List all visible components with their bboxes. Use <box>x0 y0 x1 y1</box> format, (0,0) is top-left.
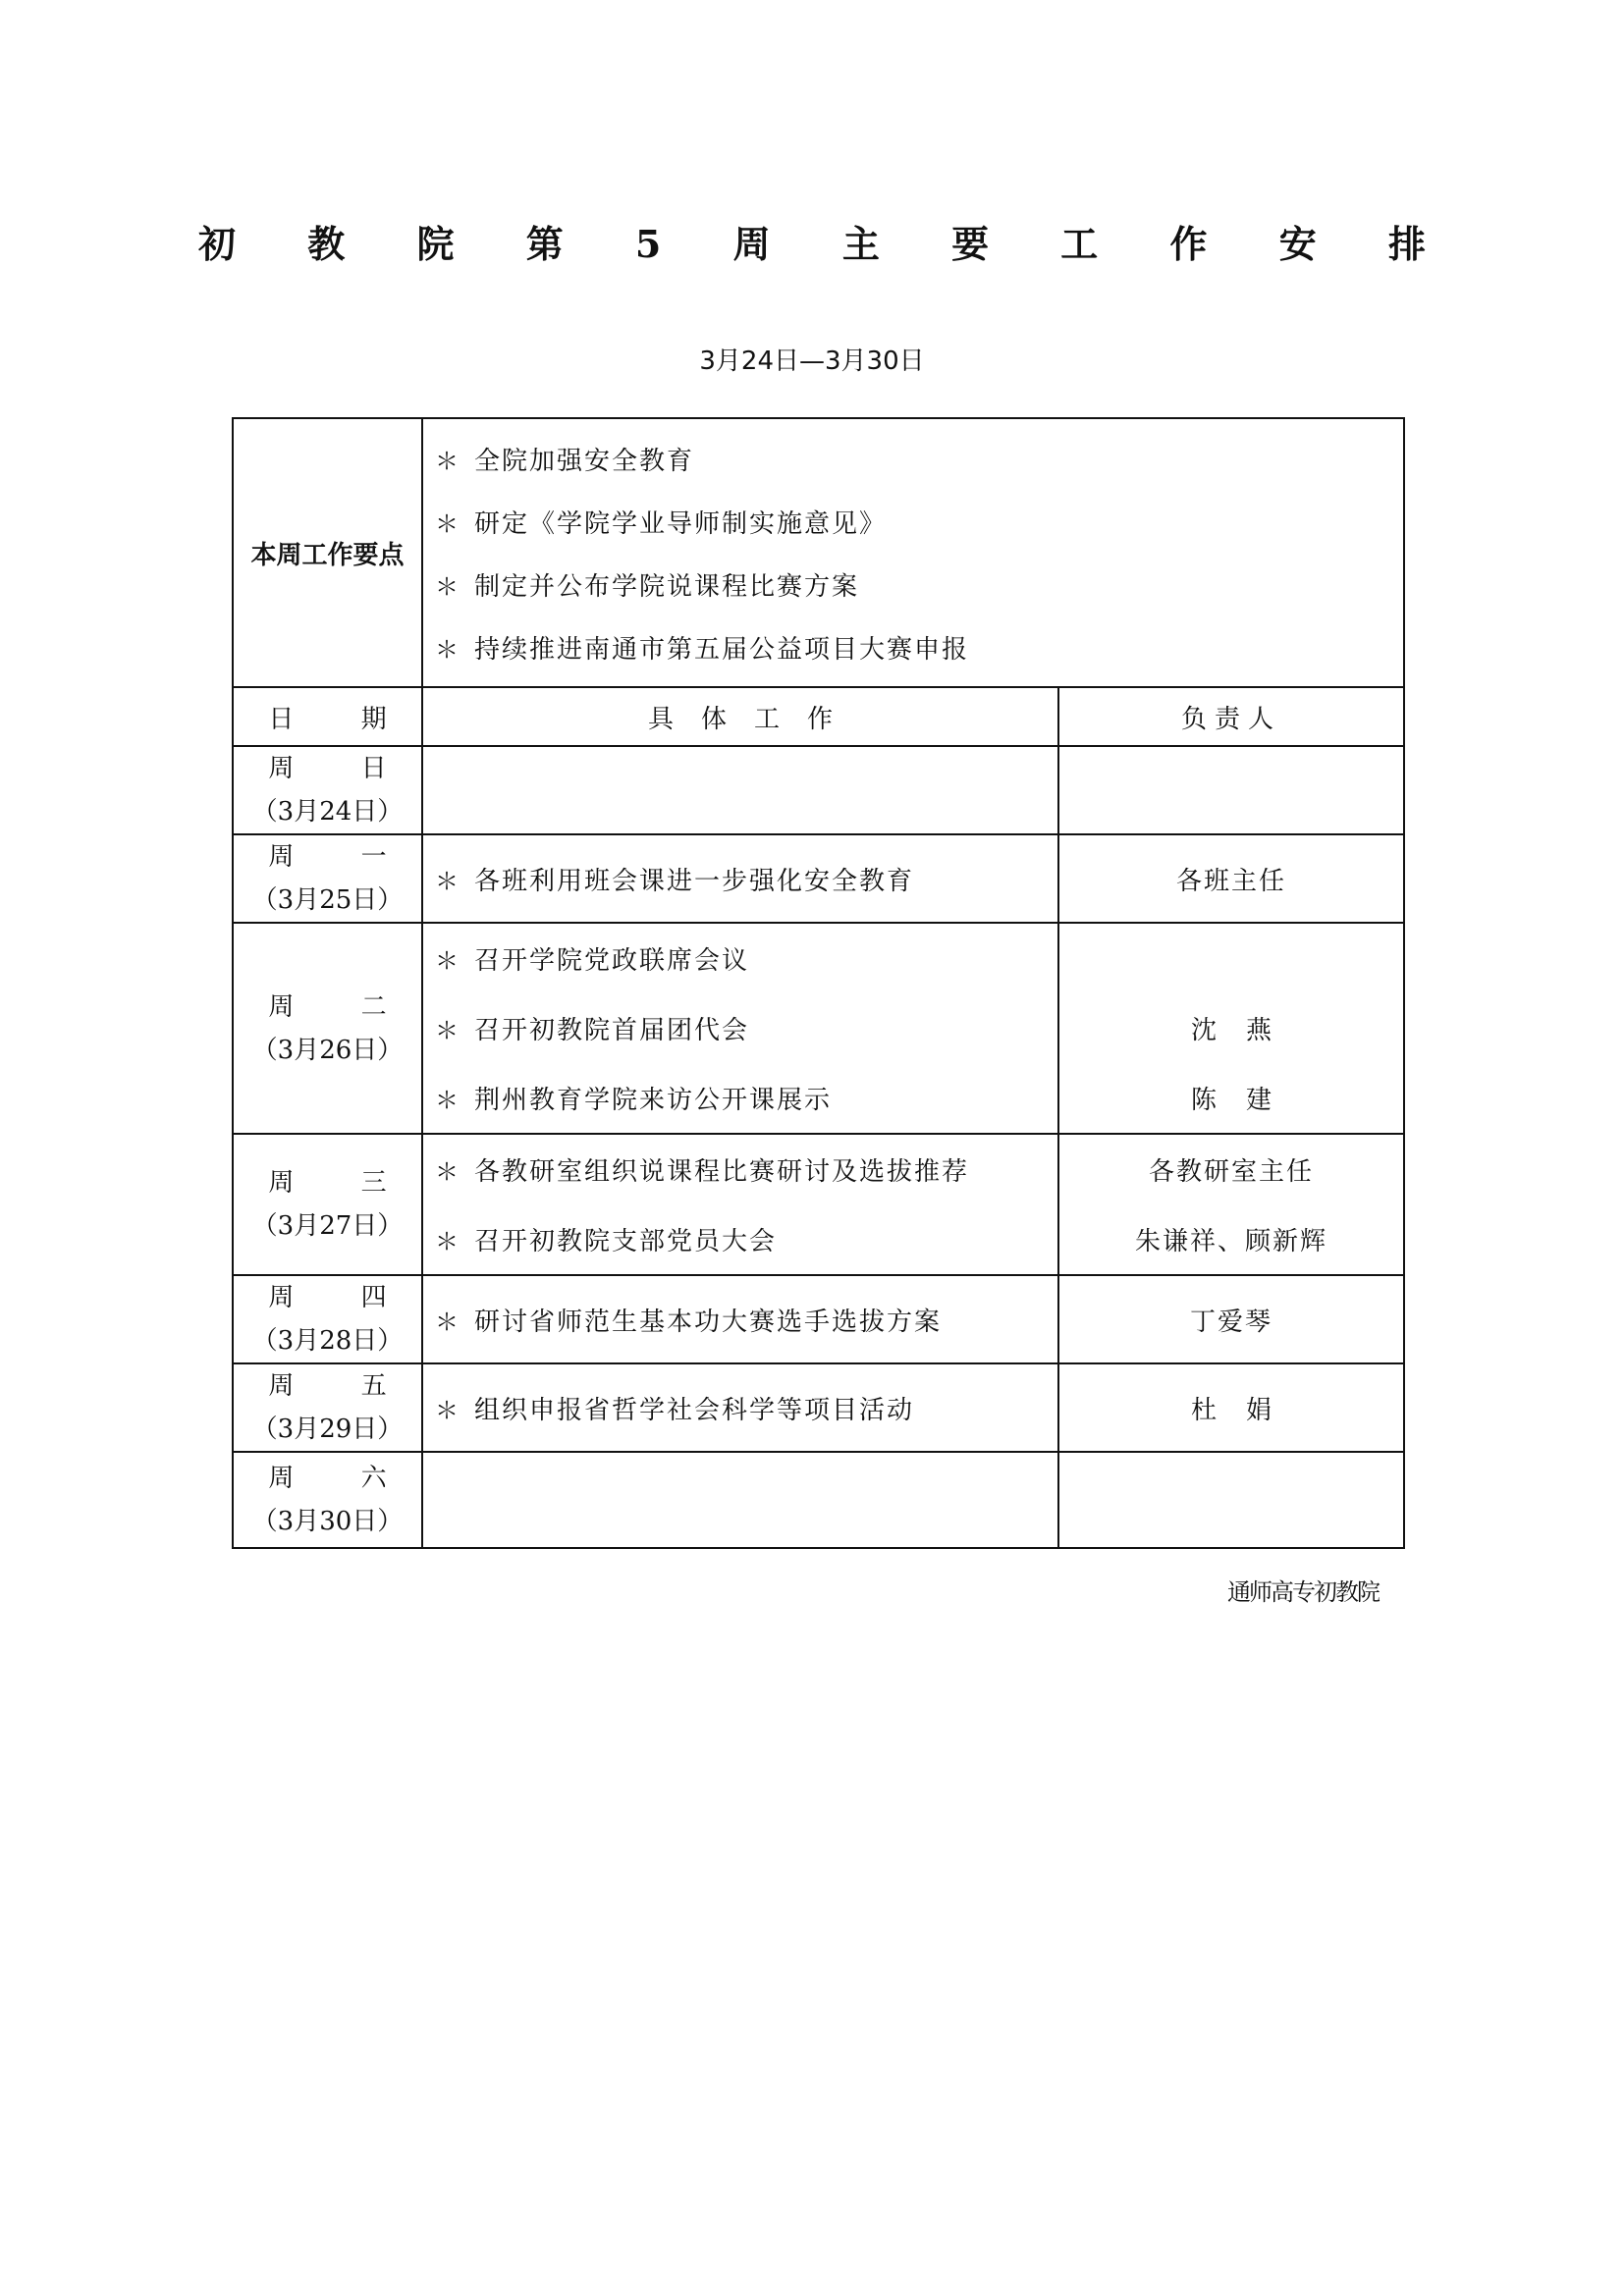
bullet-icon: ＊ <box>435 447 459 475</box>
date-range: 3月24日—3月30日 <box>699 347 925 376</box>
day-cell <box>233 1275 422 1363</box>
bullet-icon: ＊ <box>435 509 459 538</box>
header-date: 日 期 <box>233 687 422 746</box>
task-item: ＊ 召开初教院首届团代会 <box>435 993 1057 1063</box>
responsible-person: 陈建 <box>1190 1086 1301 1115</box>
responsible-cell <box>1058 1275 1404 1363</box>
key-point-item: ＊ 研定《学院学业导师制实施意见》 <box>435 490 1403 553</box>
bullet-icon: ＊ <box>435 1017 459 1044</box>
day-name: 周 六 <box>268 1464 416 1493</box>
work-cell <box>422 1275 1058 1363</box>
bullet-icon: ＊ <box>435 635 459 664</box>
day-row-monday <box>233 834 1404 923</box>
task-item: ＊ 召开学院党政联席会议 <box>435 924 1057 993</box>
day-date: （3月29日） <box>251 1415 404 1444</box>
day-date: （3月30日） <box>251 1507 404 1536</box>
page-title: 初 教 院 第 5 周 主 要 工 作 安 排 <box>198 222 1455 266</box>
bullet-icon: ＊ <box>435 1308 459 1336</box>
day-name: 周 二 <box>268 991 416 1022</box>
task-item: ＊ 召开初教院支部党员大会 <box>435 1204 1057 1274</box>
bullet-icon: ＊ <box>435 867 459 895</box>
header-row <box>233 687 1404 746</box>
responsible-person: 沈燕 <box>1190 1016 1301 1045</box>
day-row-saturday <box>233 1452 1404 1548</box>
responsible-person: 各班主任 <box>1175 866 1286 896</box>
work-cell <box>422 923 1058 1134</box>
responsible-cell <box>1058 923 1404 1134</box>
day-row-tuesday <box>233 923 1404 1134</box>
responsible-person: 杜娟 <box>1190 1395 1301 1425</box>
day-cell <box>233 1134 422 1275</box>
work-cell <box>422 1134 1058 1275</box>
key-point-item: ＊ 制定并公布学院说课程比赛方案 <box>435 553 1403 615</box>
task-item: ＊ 各教研室组织说课程比赛研讨及选拔推荐 <box>435 1135 1057 1204</box>
key-points-cell <box>422 418 1404 687</box>
responsible-cell <box>1058 1134 1404 1275</box>
header-responsible: 负责人 <box>1058 687 1404 746</box>
responsible-person: 朱谦祥、顾新辉 <box>1134 1227 1327 1256</box>
work-cell <box>422 1452 1058 1548</box>
day-date: （3月25日） <box>251 885 404 915</box>
day-name: 周 日 <box>268 754 416 783</box>
work-cell <box>422 834 1058 923</box>
task-item: ＊ 研讨省师范生基本功大赛选手选拔方案 <box>435 1288 1057 1351</box>
key-points-row <box>233 418 1404 687</box>
bullet-icon: ＊ <box>435 1158 459 1186</box>
day-date: （3月27日） <box>251 1211 404 1241</box>
day-cell <box>233 1452 422 1548</box>
day-row-wednesday <box>233 1134 1404 1275</box>
day-row-friday <box>233 1363 1404 1452</box>
responsible-cell <box>1058 834 1404 923</box>
day-name: 周 一 <box>268 842 416 872</box>
day-cell <box>233 1363 422 1452</box>
responsible-person: 各教研室主任 <box>1148 1157 1314 1187</box>
work-cell <box>422 1363 1058 1452</box>
bullet-icon: ＊ <box>435 572 459 601</box>
day-date: （3月26日） <box>251 1035 404 1065</box>
day-date: （3月28日） <box>251 1326 404 1356</box>
day-name: 周 五 <box>268 1371 416 1401</box>
day-name: 周 三 <box>268 1168 416 1198</box>
schedule-table <box>232 417 1405 1549</box>
bullet-icon: ＊ <box>435 947 459 975</box>
bullet-icon: ＊ <box>435 1396 459 1424</box>
day-cell <box>233 746 422 834</box>
header-work: 具体工作 <box>422 687 1058 746</box>
task-item: ＊ 荆州教育学院来访公开课展示 <box>435 1063 1057 1133</box>
responsible-cell <box>1058 1363 1404 1452</box>
key-point-item: ＊ 持续推进南通市第五届公益项目大赛申报 <box>435 615 1403 678</box>
day-name: 周 四 <box>268 1283 416 1312</box>
day-row-thursday <box>233 1275 1404 1363</box>
task-item: ＊ 组织申报省哲学社会科学等项目活动 <box>435 1376 1057 1439</box>
responsible-cell <box>1058 1452 1404 1548</box>
day-row-sunday <box>233 746 1404 834</box>
bullet-icon: ＊ <box>435 1087 459 1114</box>
task-item: ＊ 各班利用班会课进一步强化安全教育 <box>435 847 1057 910</box>
key-points-label: 本周工作要点 <box>233 418 422 687</box>
day-cell <box>233 834 422 923</box>
footer-signature: 通师高专初教院 <box>1227 1578 1379 1606</box>
day-cell <box>233 923 422 1134</box>
responsible-person: 丁爱琴 <box>1189 1307 1272 1337</box>
bullet-icon: ＊ <box>435 1228 459 1255</box>
responsible-person <box>1059 924 1403 993</box>
day-date: （3月24日） <box>251 797 404 827</box>
responsible-cell <box>1058 746 1404 834</box>
key-point-item: ＊ 全院加强安全教育 <box>435 427 1403 490</box>
work-cell <box>422 746 1058 834</box>
